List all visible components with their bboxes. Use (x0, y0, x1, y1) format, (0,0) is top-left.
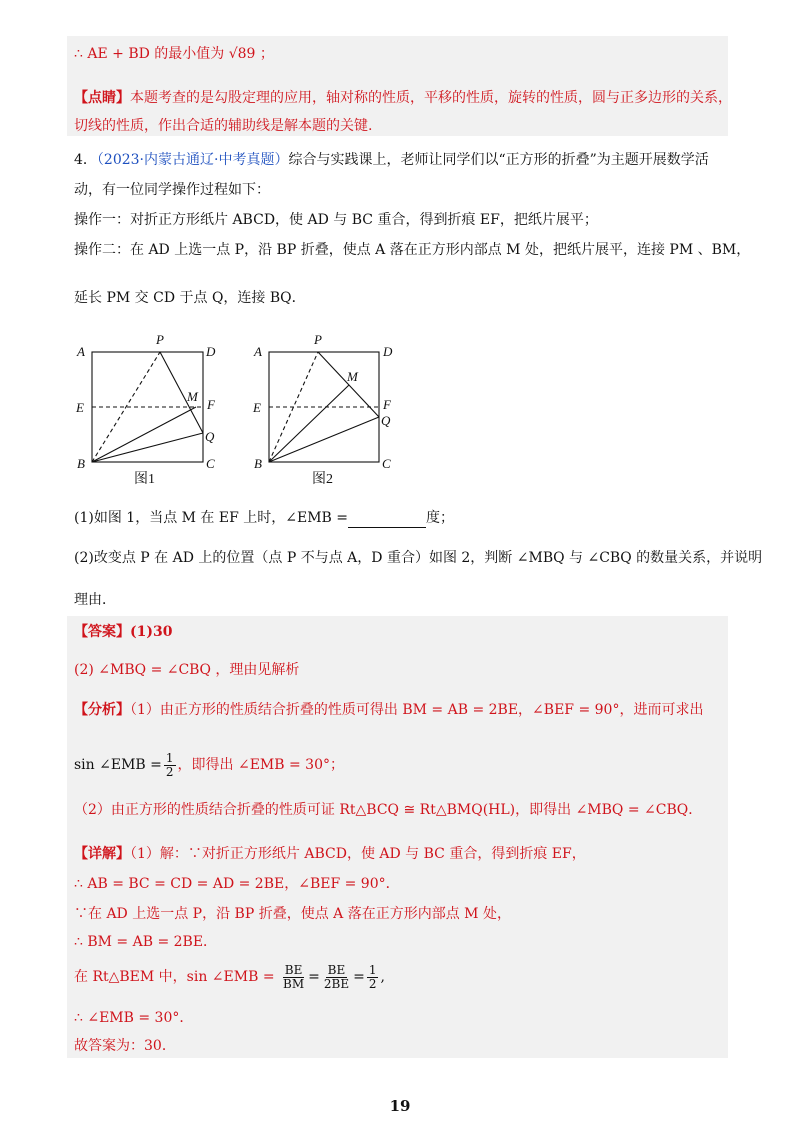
fig1-label-B: B (77, 456, 85, 471)
analysis-line1 (74, 700, 703, 720)
detail-fraction-1-den: BM (283, 976, 305, 991)
page-number: 19 (389, 1097, 411, 1115)
detail-fraction-3-num: 1 (368, 962, 377, 977)
geometry-figures (60, 330, 420, 490)
detail-label: 【详解】 (74, 846, 130, 862)
detail-fraction-2 (322, 964, 351, 991)
analysis-label: 【分析】 (74, 702, 130, 718)
answer-part1: (1)30 (130, 624, 173, 640)
detail-fraction-3-den: 2 (368, 976, 377, 991)
detail-fraction-2-den: 2BE (323, 976, 350, 991)
fig2-line-BM (269, 385, 349, 462)
figure-1 (92, 352, 203, 462)
question-1 (74, 508, 454, 528)
problem-source: （2023·内蒙古通辽·中考真题） (96, 152, 289, 168)
detail-line3: ∵在 AD 上选一点 P，沿 BP 折叠，使点 A 落在正方形内部点 M 处， (74, 906, 511, 922)
fig1-label-A: A (77, 344, 85, 359)
detail-fraction-1 (281, 964, 306, 991)
fig1-label-P: P (156, 332, 164, 347)
fig2-label-C: C (382, 456, 391, 471)
answer-line2: (2) ∠MBQ = ∠CBQ ，理由见解析 (74, 662, 300, 678)
analysis-fraction-den: 2 (165, 764, 174, 779)
operation-one: 操作一：对折正方形纸片 ABCD，使 AD 与 BC 重合，得到折痕 EF，把纸片展平； (74, 212, 598, 228)
detail-line4: ∴ BM = AB = 2BE． (74, 934, 218, 950)
fig1-label-M: M (187, 389, 198, 404)
fig2-label-B: B (254, 456, 262, 471)
detail-fraction-1-num: BE (284, 962, 303, 977)
fig1-label-C: C (206, 456, 215, 471)
fig2-label-A: A (254, 344, 262, 359)
fig1-label-E: E (76, 400, 84, 415)
detail-sin-expr: 在 Rt△BEM 中，sin ∠EMB = (74, 969, 275, 985)
operation-two-cont: 延长 PM 交 CD 于点 Q，连接 BQ． (74, 290, 306, 306)
answer-line1 (74, 622, 172, 642)
analysis-fraction (164, 752, 176, 779)
fig1-label-D: D (206, 344, 216, 359)
fig2-label-F: F (383, 397, 391, 412)
problem-line1 (74, 150, 709, 170)
fig1-line-BM (92, 407, 196, 462)
detail-line2: ∴ AB = BC = CD = AD = 2BE，∠BEF = 90°． (74, 876, 400, 892)
analysis-line2 (74, 750, 344, 780)
detail-text-1: （1）解：∵对折正方形纸片 ABCD，使 AD 与 BC 重合，得到折痕 EF， (130, 846, 586, 862)
fig2-label-P: P (314, 332, 322, 347)
figure-2 (269, 352, 379, 462)
previous-comment-line2: 切线的性质，作出合适的辅助线是解本题的关键. (74, 118, 373, 134)
detail-fraction-2-num: BE (327, 962, 346, 977)
fig2-label-M: M (347, 369, 358, 384)
answer-blank (348, 513, 426, 528)
detail-line7: 故答案为：30． (74, 1038, 176, 1054)
fig1-label-F: F (207, 397, 215, 412)
question-2-line1: (2)改变点 P 在 AD 上的位置（点 P 不与点 A，D 重合）如图 2，判断 ∠MBQ 与 ∠CBQ 的数量关系，并说明 (74, 550, 763, 566)
detail-line1 (74, 844, 586, 864)
fig1-line-BQ (92, 433, 203, 462)
detail-line6: ∴ ∠EMB = 30°． (74, 1010, 194, 1026)
fig2-caption: 图2 (312, 472, 333, 487)
previous-conclusion: ∴ AE + BD 的最小值为 √89 ； (74, 46, 274, 62)
problem-text-1: 综合与实践课上，老师让同学们以“正方形的折叠”为主题开展数学活 (288, 152, 709, 168)
analysis-line3: （2）由正方形的性质结合折叠的性质可证 Rt△BCQ ≅ Rt△BMQ(HL)，即得出 ∠MBQ = ∠CBQ． (74, 802, 703, 818)
detail-fraction-3 (367, 964, 379, 991)
comment-label: 【点睛】 (74, 90, 130, 106)
fig2-label-E: E (253, 400, 261, 415)
comment-text-1: 本题考查的是勾股定理的应用，轴对称的性质，平移的性质，旋转的性质，圆与正多边形的关系， (130, 90, 732, 106)
fig1-label-Q: Q (205, 429, 215, 444)
fig2-label-D: D (383, 344, 393, 359)
problem-line2: 动，有一位同学操作过程如下： (74, 182, 270, 198)
analysis-sin-expr: sin ∠EMB = (74, 757, 162, 773)
operation-two: 操作二：在 AD 上选一点 P，沿 BP 折叠，使点 A 落在正方形内部点 M 处，把纸片展平，连接 PM 、BM， (74, 242, 751, 258)
fig2-label-Q: Q (381, 413, 391, 428)
question-1-unit: 度； (426, 510, 455, 526)
fig2-line-BQ (269, 417, 379, 462)
detail-line5: 在 Rt△BEM 中，sin ∠EMB = $\frac{BE}{BM}$ = $\frac{BE}{2BE}$ = $\frac{1}{2}$ , (74, 962, 385, 991)
answer-label: 【答案】 (74, 624, 130, 640)
problem-number: 4． (74, 152, 97, 168)
analysis-text-1: （1）由正方形的性质结合折叠的性质可得出 BM = AB = 2BE，∠BEF = 90°，进而可求出 (130, 702, 704, 718)
analysis-fraction-num: 1 (165, 750, 174, 765)
question-2-line2: 理由． (74, 592, 116, 608)
analysis-text-2: ，即得出 ∠EMB = 30°； (177, 757, 344, 773)
question-1-text: (1)如图 1，当点 M 在 EF 上时，∠EMB = (74, 510, 349, 526)
previous-comment-line1 (74, 88, 732, 108)
fig1-caption: 图1 (134, 472, 155, 487)
